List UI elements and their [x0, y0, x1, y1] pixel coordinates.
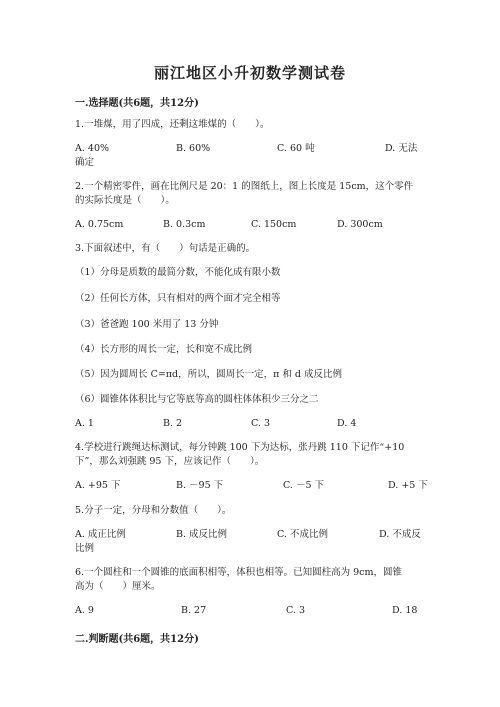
question-5-stem: 5.分子一定，分母和分数值（ ）。: [75, 505, 232, 516]
q5-option-a: A. 成正比例: [75, 529, 126, 540]
q3-option-d: D. 4: [337, 418, 357, 429]
q3-statement-5: （5）因为圆周长 C=πd，所以，圆周长一定，π 和 d 成反比例: [75, 369, 343, 380]
q5-option-d: D. 不成反: [379, 529, 421, 540]
q3-statement-1: （1）分母是质数的最简分数，不能化成有限小数: [75, 267, 281, 278]
question-2-stem-line1: 2.一个精密零件，画在比例尺是 20：1 的图纸上，图上长度是 15cm，这个零件: [75, 181, 414, 192]
q6-option-c: C. 3: [286, 605, 306, 616]
section-heading-choice: 一.选择题(共6题，共12分): [75, 98, 199, 109]
q1-option-c: C. 60 吨: [277, 143, 315, 154]
question-1-stem: 1.一堆煤，用了四成，还剩这堆煤的（ ）。: [75, 119, 270, 130]
question-4-stem-line1: 4.学校进行跳绳达标测试，每分钟跳 100 下为达标，张丹跳 110 下记作“+10: [75, 442, 405, 453]
q1-option-d: D. 无法: [385, 143, 418, 154]
q3-option-b: B. 2: [163, 418, 183, 429]
q2-option-a: A. 0.75cm: [75, 219, 124, 230]
q6-option-d: D. 18: [392, 605, 418, 616]
q1-option-b: B. 60%: [176, 143, 211, 154]
q4-option-c: C. －5 下: [283, 480, 325, 491]
q1-option-d-continued: 确定: [75, 157, 95, 168]
q4-option-a: A. +95 下: [75, 480, 121, 491]
q2-option-d: D. 300cm: [337, 219, 383, 230]
question-2-stem-line2: 的实际长度是（ ）。: [75, 195, 175, 206]
q3-statement-3: （3）爸爸跑 100 米用了 13 分钟: [75, 319, 219, 330]
q3-option-c: C. 3: [251, 418, 271, 429]
q4-option-d: D. +5 下: [388, 480, 428, 491]
question-6-stem-line1: 6.一个圆柱和一个圆锥的底面积相等，体积也相等。已知圆柱高为 9cm，圆锥: [75, 567, 402, 578]
q3-statement-2: （2）任何长方体，只有相对的两个面才完全相等: [75, 293, 281, 304]
question-3-stem: 3.下面叙述中，有（ ）句话是正确的。: [75, 243, 256, 254]
question-4-stem-line2: 下”，那么刘强跳 95 下，应该记作（ ）。: [75, 456, 265, 467]
q3-option-a: A. 1: [75, 418, 94, 429]
q6-option-b: B. 27: [181, 605, 207, 616]
q1-option-a: A. 40%: [75, 143, 110, 154]
q3-statement-6: （6）圆锥体体积比与它等底等高的圆柱体体积少三分之二: [75, 394, 319, 405]
q3-statement-4: （4）长方形的周长一定，长和宽不成比例: [75, 344, 253, 355]
page-title: 丽江地区小升初数学测试卷: [153, 64, 346, 82]
q5-option-b: B. 成反比例: [176, 529, 228, 540]
q6-option-a: A. 9: [75, 605, 94, 616]
q5-option-c: C. 不成比例: [277, 529, 328, 540]
q5-option-d-continued: 比例: [75, 543, 95, 554]
q2-option-b: B. 0.3cm: [163, 219, 206, 230]
q4-option-b: B. －95 下: [176, 480, 224, 491]
q2-option-c: C. 150cm: [251, 219, 297, 230]
section-heading-judge: 二.判断题(共6题，共12分): [75, 634, 199, 645]
question-6-stem-line2: 高为（ ）厘米。: [75, 581, 161, 592]
